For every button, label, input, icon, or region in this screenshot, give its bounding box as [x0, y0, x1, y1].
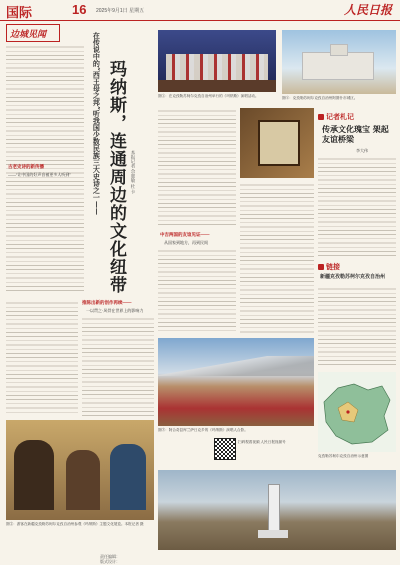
link-icon	[318, 264, 324, 270]
article-body-middle-3	[240, 182, 314, 334]
region-map	[318, 372, 396, 452]
photo-crowd	[158, 338, 314, 426]
photo-city	[282, 30, 396, 94]
reporter-note-tag	[318, 112, 354, 122]
column-tag-label: 边城见闻	[10, 30, 47, 40]
article-subheadline: 在传说中的“西王母之邦”听我国少数民族三大史诗之一——	[92, 32, 102, 216]
caption-top-photo: 图①：在克孜勒苏柯尔克孜自治州举行的《玛纳斯》演唱活动。	[158, 94, 259, 98]
article-byline: 本报记者 佘惠敏 杜 卡	[131, 150, 136, 195]
article-body-lower-left	[6, 300, 78, 416]
page-header	[0, 0, 400, 21]
link-tag	[318, 262, 340, 272]
photo-monument	[158, 470, 396, 550]
section-name: 国际	[6, 5, 33, 20]
reporter-note-tag-label: 记者札记	[326, 114, 354, 121]
caption-crowd: 图③：阿合奇县库兰萨日克乡的《玛纳斯》演唱人合影。	[158, 428, 248, 432]
subhead-3b: 从国家到地方，再到民间	[164, 240, 208, 245]
reporter-note-author: 李大伟	[356, 148, 368, 153]
subhead-3: 中吉两国的友谊见证——	[160, 232, 210, 237]
reporter-note-icon	[318, 114, 324, 120]
link-body	[318, 286, 396, 368]
photo-performance	[158, 30, 276, 92]
caption-exhibition: 图②：游客在新疆克孜勒苏柯尔克孜自治州参观《玛纳斯》主题文化展览。本报记者 摄	[6, 522, 144, 526]
footer-designer: 版式设计：	[100, 559, 120, 564]
issue-date: 2025年9月1日 星期五	[96, 8, 145, 14]
qr-code	[214, 438, 236, 460]
page-number: 16	[72, 2, 87, 17]
caption-city: 图④：克孜勒苏柯尔克孜自治州阿图什市城区。	[282, 96, 358, 100]
subhead-2b: 一以贯之·风骨在世界上的影响力	[86, 308, 144, 313]
article-body-lower-mid	[82, 316, 154, 416]
subhead-2: 推陈出新的创作再续——	[82, 300, 132, 305]
subhead-1: 古老史诗的新传播	[8, 164, 44, 169]
map-shape	[318, 372, 396, 452]
reporter-note-body	[318, 156, 396, 256]
photo-exhibit	[240, 108, 314, 178]
subhead-1b: ——“让中国的好声音被更多人听到”	[8, 172, 71, 177]
article-body-middle	[158, 108, 236, 228]
link-title: 新疆克孜勒苏柯尔克孜自治州	[320, 274, 386, 280]
qr-caption: 扫码观看视频 人民日报视频号	[238, 440, 286, 444]
reporter-note-title: 传承文化瑰宝 架起友谊桥梁	[322, 124, 389, 145]
article-headline: 玛纳斯，连通周边的文化纽带	[106, 60, 126, 294]
newspaper-logo: 人民日报	[343, 3, 392, 17]
map-caption: 克孜勒苏柯尔克孜自治州示意图	[318, 454, 369, 458]
article-body-middle-2	[158, 248, 236, 334]
link-tag-label: 链接	[326, 264, 340, 271]
footer-editor: 责任编辑：	[100, 554, 120, 559]
photo-exhibition	[6, 420, 154, 520]
